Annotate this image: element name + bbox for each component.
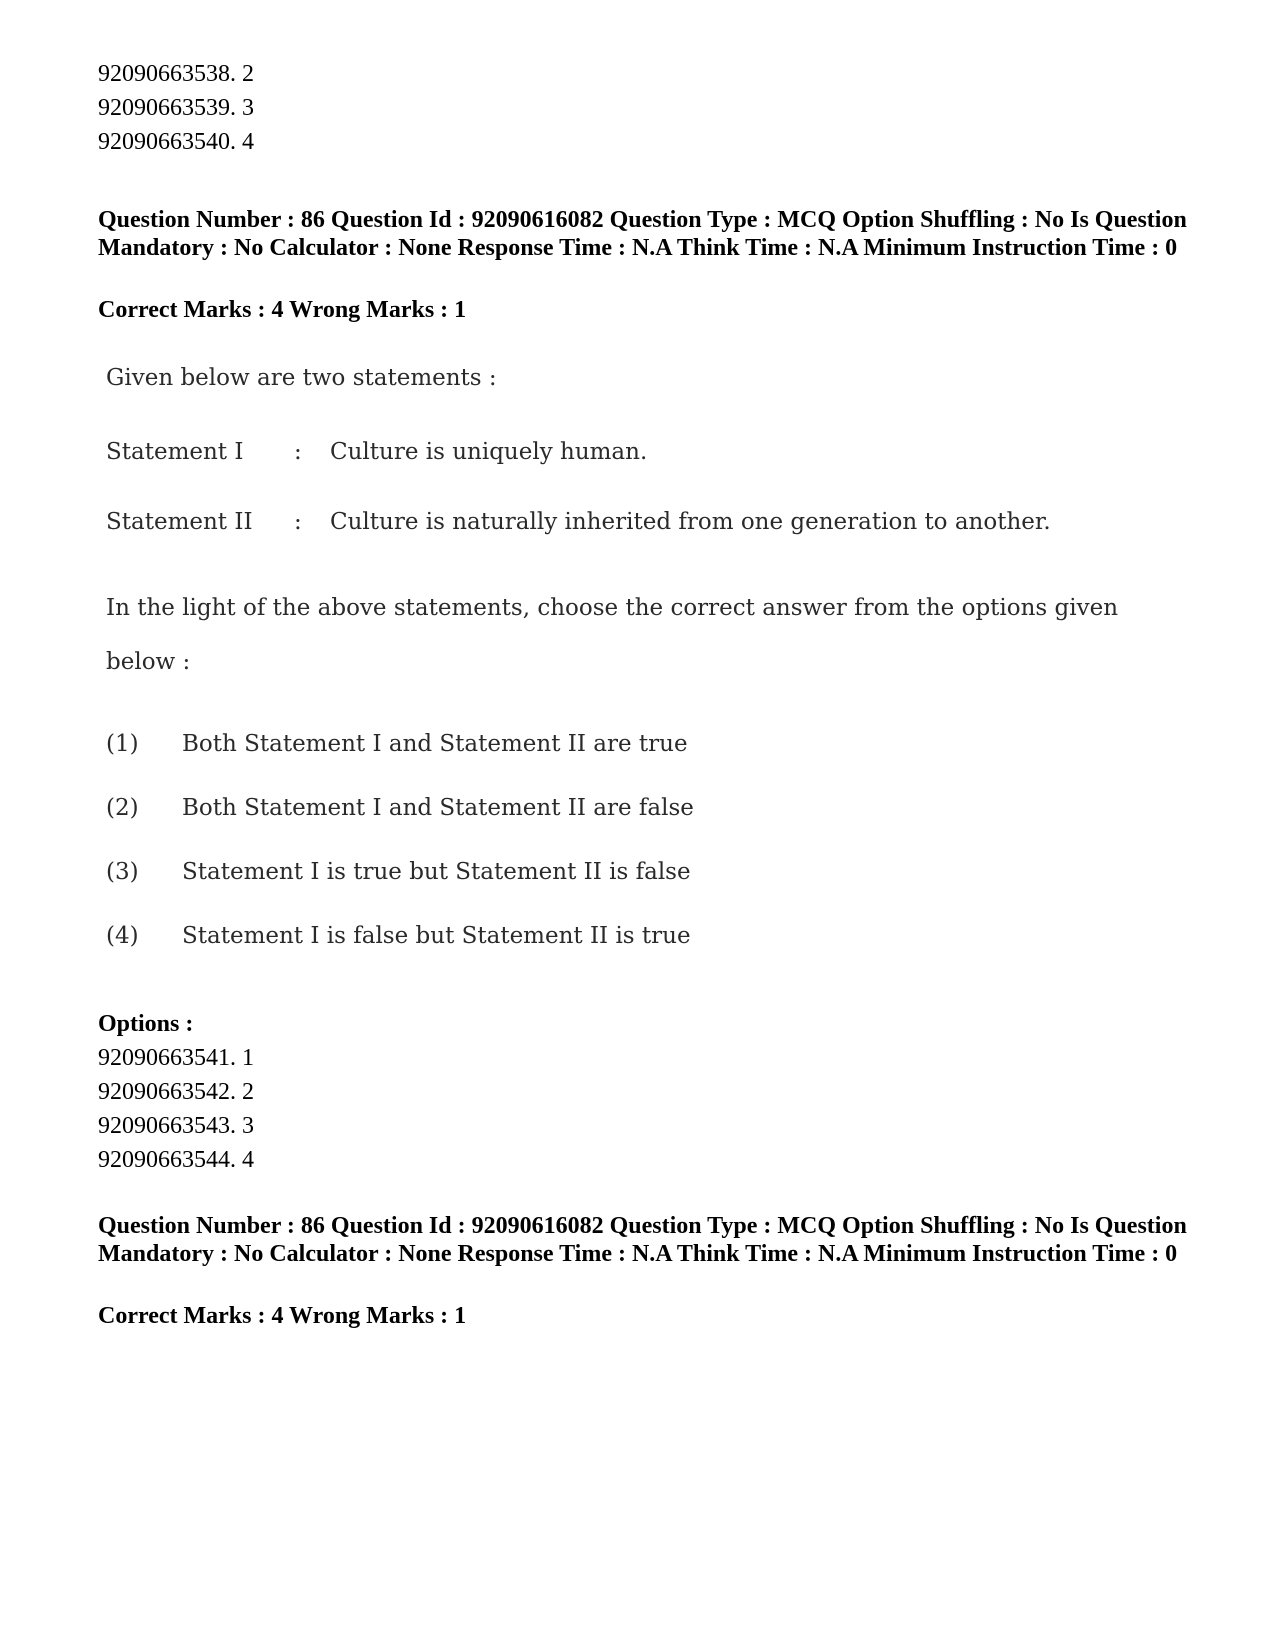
prev-option-2: 92090663539. 3 — [98, 95, 254, 121]
options-label: Options : — [98, 1011, 194, 1037]
option-2: 92090663542. 2 — [98, 1079, 254, 1105]
instruction-line-2: below : — [106, 649, 191, 675]
question-marks: Correct Marks : 4 Wrong Marks : 1 — [98, 297, 467, 323]
choice-4-text: Statement I is false but Statement II is true — [182, 923, 691, 949]
statement-2-label: Statement II — [106, 509, 253, 535]
option-1: 92090663541. 1 — [98, 1045, 254, 1071]
choice-3-text: Statement I is true but Statement II is false — [182, 859, 691, 885]
statement-1-text: Culture is uniquely human. — [330, 439, 648, 465]
question-body — [98, 350, 1178, 980]
statement-2-text: Culture is naturally inherited from one generation to another. — [330, 509, 1051, 535]
choice-2-text: Both Statement I and Statement II are false — [182, 795, 694, 821]
choice-1-text: Both Statement I and Statement II are true — [182, 731, 688, 757]
option-4: 92090663544. 4 — [98, 1147, 254, 1173]
choice-2-number: (2) — [106, 795, 139, 821]
question-header: Question Number : 86 Question Id : 92090616082 Question Type : MCQ Option Shuffling : No Is Question Mandatory : No Calculator : None Response Time : N.A Think Time : N.A Minimum Instruction Time : 0 — [98, 207, 1187, 261]
prev-option-3: 92090663540. 4 — [98, 129, 254, 155]
prev-option-1: 92090663538. 2 — [98, 61, 254, 87]
question-intro: Given below are two statements : — [106, 365, 497, 391]
choice-3-number: (3) — [106, 859, 139, 885]
instruction-line-1: In the light of the above statements, choose the correct answer from the options given — [106, 595, 1119, 621]
question-2-marks: Correct Marks : 4 Wrong Marks : 1 — [98, 1303, 467, 1329]
option-3: 92090663543. 3 — [98, 1113, 254, 1139]
question-2-header: Question Number : 86 Question Id : 92090616082 Question Type : MCQ Option Shuffling : No Is Question Mandatory : No Calculator : None Response Time : N.A Think Time : N.A Minimum Instruction Time : 0 — [98, 1213, 1187, 1267]
statement-1-separator: : — [294, 439, 302, 465]
statement-2-separator: : — [294, 509, 302, 535]
choice-1-number: (1) — [106, 731, 139, 757]
choice-4-number: (4) — [106, 923, 139, 949]
statement-1-label: Statement I — [106, 439, 244, 465]
